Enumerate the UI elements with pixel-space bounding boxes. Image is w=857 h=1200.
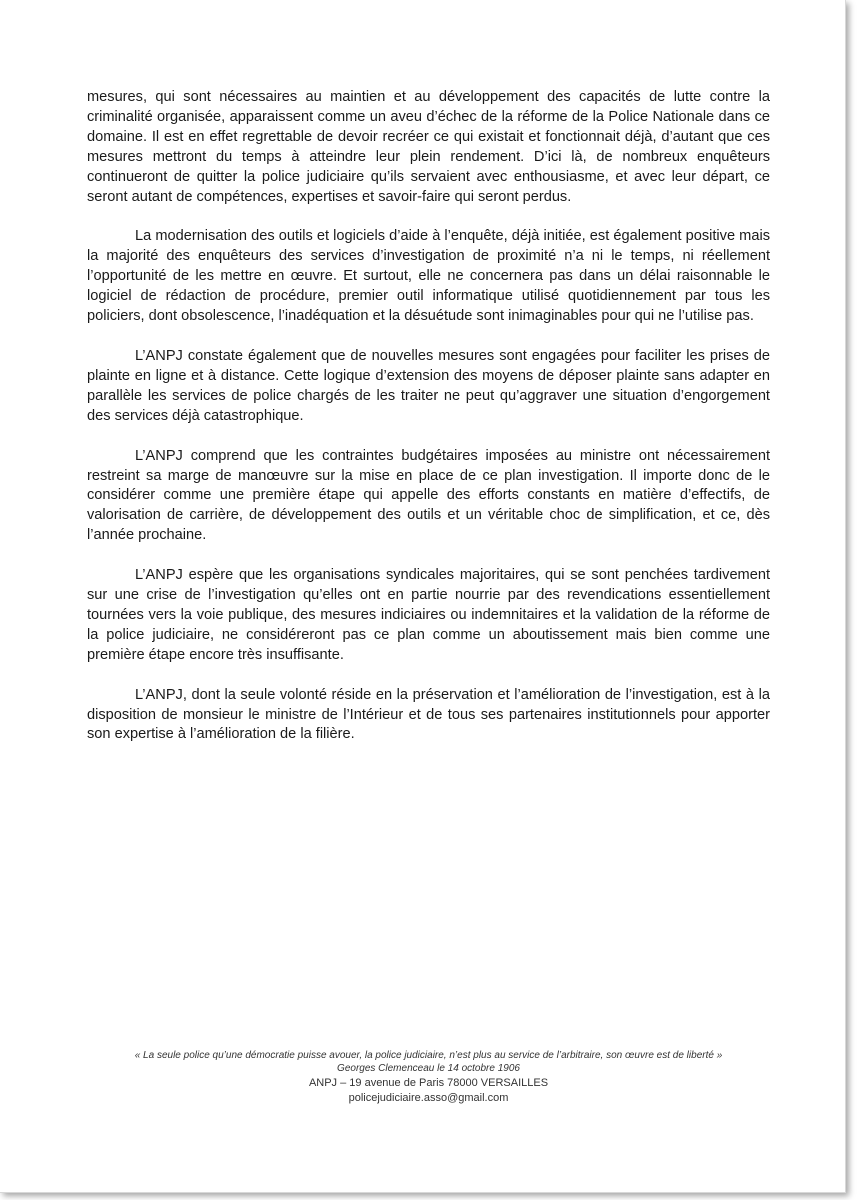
footer-address: ANPJ – 19 avenue de Paris 78000 VERSAILLES <box>308 1077 549 1089</box>
paragraph-4: L’ANPJ comprend que les contraintes budgétaires imposées au ministre ont nécessairement restreint sa marge de manœuvre sur la mise en place de ce plan investigation. Il importe donc de le considérer comme une première étape qui appelle des efforts constants en matière d’effectifs, de valorisation de carrière, de développement des outils et un véritable choc de simplification, et ce, dès l’année prochaine. <box>87 447 770 544</box>
document-body <box>87 88 770 765</box>
footer-email: policejudiciaire.asso@gmail.com <box>348 1092 509 1104</box>
footer-quote-author: Georges Clemenceau le 14 octobre 1906 <box>337 1063 520 1074</box>
paragraph-5: L’ANPJ espère que les organisations syndicales majoritaires, qui se sont penchées tardivement sur une crise de l’investigation qu’elles ont en partie nourrie par des revendications essentiellement tournées vers la voie publique, des mesures indiciaires ou indemnitaires et la validation de la réforme de la police judiciaire, ne considéreront pas ce plan comme un aboutissement mais bien comme une première étape encore très insuffisante. <box>87 567 770 663</box>
paragraph-6: L’ANPJ, dont la seule volonté réside en la préservation et l’amélioration de l’investigation, est à la disposition de monsieur le ministre de l’Intérieur et de tous ses partenaires institutionnels pour apporter son expertise à l’amélioration de la filière. <box>87 686 770 743</box>
footer-quote: « La seule police qu’une démocratie puisse avouer, la police judiciaire, n’est plus au service de l’arbitraire, son œuvre est de liberté » <box>134 1050 723 1061</box>
paragraph-2: La modernisation des outils et logiciels d’aide à l’enquête, déjà initiée, est également positive mais la majorité des enquêteurs des services d’investigation de proximité n’a ni le temps, ni réellement l’opportunité de les mettre en œuvre. Et surtout, elle ne concernera pas dans un délai raisonnable le logiciel de rédaction de procédure, premier outil informatique utilisé quotidiennement par tous les policiers, dont obsolescence, l’inadéquation et la désuétude sont inimaginables pour qui ne l’utilise pas. <box>87 228 770 325</box>
paragraph-1: mesures, qui sont nécessaires au maintien et au développement des capacités de lutte contre la criminalité organisée, apparaissent comme un aveu d’échec de la réforme de la Police Nationale dans ce domaine. Il est en effet regrettable de devoir recréer ce qui existait et fonctionnait déjà, d’autant que ces mesures mettront du temps à atteindre leur plein rendement. D’ici là, de nombreux enquêteurs continueront de quitter la police judiciaire qu’ils servaient avec enthousiasme, et avec leur départ, ce seront autant de compétences, expertises et savoir-faire qui seront perdus. <box>87 89 770 205</box>
paragraph-3: L’ANPJ constate également que de nouvelles mesures sont engagées pour faciliter les prises de plainte en ligne et à distance. Cette logique d’extension des moyens de déposer plainte sans adapter en parallèle les services de police chargés de les traiter ne peut qu’aggraver une situation d’engorgement des services déjà catastrophique. <box>87 347 770 424</box>
page-footer <box>87 1049 770 1106</box>
